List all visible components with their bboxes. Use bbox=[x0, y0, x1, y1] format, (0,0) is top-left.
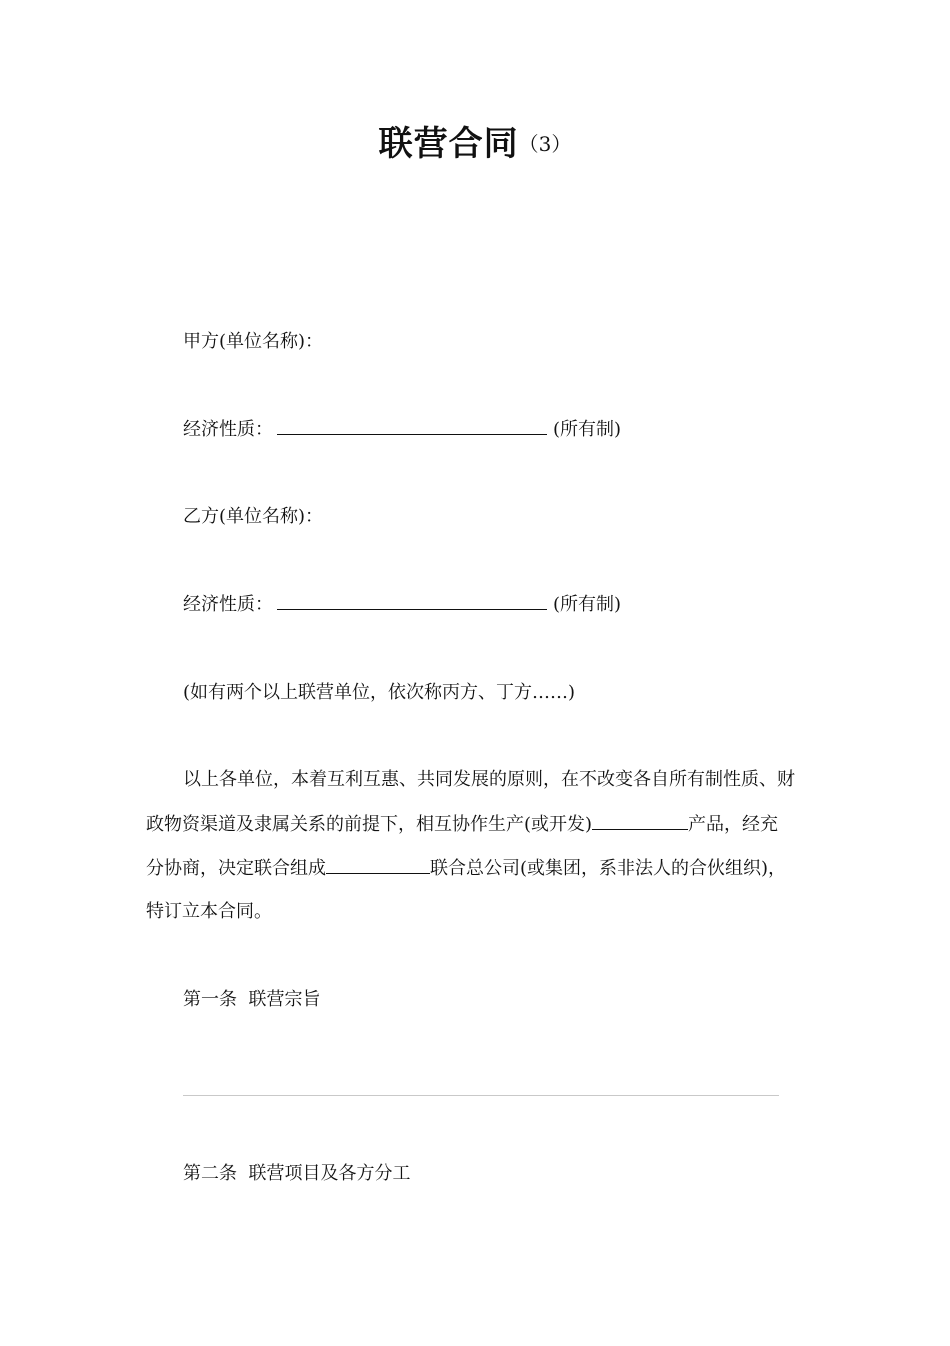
party-a-label: 甲方(单位名称)： bbox=[183, 331, 324, 352]
company-name-blank[interactable] bbox=[326, 857, 430, 874]
article-1-text: 第一条 联营宗旨 bbox=[183, 989, 321, 1010]
party-b-economic-nature-blank[interactable] bbox=[277, 593, 547, 610]
document-title bbox=[0, 116, 950, 165]
preamble-line-1: 以上各单位，本着互利互惠、共同发展的原则，在不改变各自所有制性质、财 bbox=[183, 769, 795, 790]
article-1-heading bbox=[183, 989, 320, 1011]
article-1-fill-line[interactable] bbox=[183, 1095, 779, 1096]
ownership-suffix: (所有制) bbox=[553, 419, 622, 440]
party-a-economic-nature-blank[interactable] bbox=[277, 418, 547, 435]
preamble-line-4: 特订立本合同。 bbox=[146, 901, 272, 922]
additional-parties-note bbox=[183, 682, 575, 704]
title-number: （3） bbox=[518, 132, 572, 156]
article-2-heading bbox=[183, 1163, 410, 1185]
preamble-line-2 bbox=[146, 813, 778, 836]
party-a-line bbox=[183, 331, 323, 353]
preamble-line-2-end: 产品，经充 bbox=[688, 814, 779, 835]
economic-nature-label: 经济性质： bbox=[183, 419, 273, 440]
party-b-economic-nature-line bbox=[183, 593, 621, 616]
preamble-line-3 bbox=[146, 857, 786, 880]
article-2-text: 第二条 联营项目及各方分工 bbox=[183, 1163, 411, 1184]
title-text: 联营合同 bbox=[378, 124, 519, 164]
ownership-suffix: (所有制) bbox=[553, 594, 622, 615]
party-b-line bbox=[183, 506, 323, 528]
economic-nature-label: 经济性质： bbox=[183, 594, 273, 615]
note-text: (如有两个以上联营单位，依次称丙方、丁方……) bbox=[183, 682, 576, 703]
preamble-line-3-end: 联合总公司(或集团，系非法人的合伙组织)， bbox=[430, 858, 787, 879]
product-name-blank[interactable] bbox=[592, 813, 688, 830]
party-a-economic-nature-line bbox=[183, 418, 621, 441]
preamble-line-2-start: 政物资渠道及隶属关系的前提下，相互协作生产(或开发) bbox=[146, 814, 593, 835]
preamble-line-3-start: 分协商，决定联合组成 bbox=[146, 858, 326, 879]
party-b-label: 乙方(单位名称)： bbox=[183, 506, 324, 527]
